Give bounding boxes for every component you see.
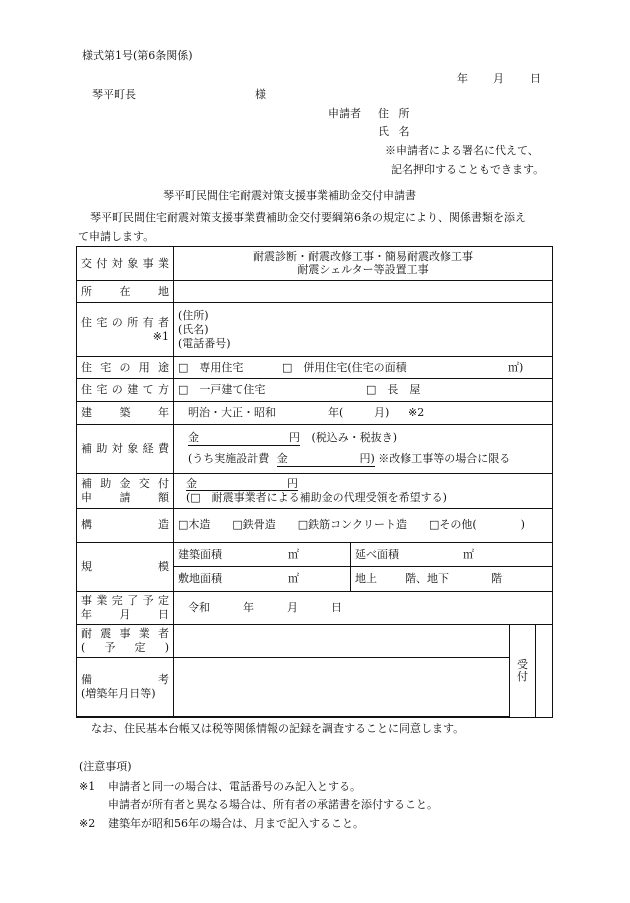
- usage-label: 住宅の用途: [81, 360, 169, 374]
- built-year-year: 年(: [328, 406, 344, 419]
- completion-label-line-2: 年 月 日: [81, 607, 169, 621]
- built-year-note: ※2: [408, 406, 425, 419]
- owner-address-label: (住所): [178, 309, 209, 323]
- completion-date-field[interactable]: 令和 年 月 日: [174, 592, 553, 625]
- contractor-field[interactable]: [174, 624, 510, 657]
- date-year-label: 年: [457, 72, 468, 85]
- building-type-row-house[interactable]: □ 長 屋: [366, 383, 421, 397]
- note-1-mark: ※1: [79, 780, 96, 793]
- eligible-cost-kin: 金: [188, 431, 199, 445]
- note-1-line-2: 申請者が所有者と異なる場合は、所有者の承諾書を添付すること。: [108, 798, 438, 811]
- row-contractor: [77, 624, 553, 657]
- addressee-honorific: 様: [255, 88, 266, 101]
- grant-kin: 金: [186, 476, 197, 490]
- building-type-detached[interactable]: □ 一戸建て住宅: [178, 383, 266, 397]
- owner-name-label: (氏名): [178, 322, 209, 336]
- notes-heading: (注意事項): [79, 760, 132, 773]
- note-2-mark: ※2: [79, 817, 96, 830]
- signature-note-line-1: ※申請者による署名に代えて、: [385, 144, 539, 157]
- design-cost-kin: 金: [276, 451, 288, 465]
- intro-text-line-2: て申請します。: [78, 230, 155, 243]
- built-year-era: 明治・大正・昭和: [188, 406, 276, 419]
- reception-stamp-area: [536, 624, 553, 717]
- site-area-unit: ㎡: [288, 572, 299, 586]
- owner-label: 住宅の所有者: [81, 315, 169, 329]
- intro-text-line-1: 琴平町民間住宅耐震対策支援事業費補助金交付要綱第6条の規定により、関係書類を添え: [90, 211, 526, 224]
- design-cost-amount-field[interactable]: [277, 452, 375, 467]
- floor-area-unit: ㎡: [463, 547, 474, 561]
- addressee-town: 琴平町長: [92, 88, 136, 101]
- built-year-label: 建 築 年: [81, 406, 169, 419]
- scale-label: 規 模: [81, 560, 169, 574]
- grant-label-line-1: 補助金交付: [81, 477, 169, 491]
- grant-yen: 円: [287, 476, 298, 490]
- built-year-month: 月): [374, 406, 390, 419]
- eligible-cost-tax: (税込み・税抜き): [311, 431, 398, 445]
- remarks-label-line-2: (増築年月日等): [81, 686, 156, 700]
- reception-label-cell: [510, 624, 536, 717]
- note-1-line-1: 申請者と同一の場合は、電話番号のみ記入とする。: [108, 780, 361, 793]
- target-project-line-2: 耐震シェルター等設置工事: [297, 263, 429, 277]
- location-label: 所 在 地: [81, 284, 169, 298]
- usage-option-combined[interactable]: □ 併用住宅(住宅の面積: [282, 360, 407, 374]
- date-month-label: 月: [493, 72, 504, 85]
- row-target-project: [77, 247, 553, 281]
- row-grant-amount: [77, 473, 553, 508]
- design-cost-prefix: (うち実施設計費: [188, 451, 270, 465]
- structure-label: 構 造: [81, 518, 169, 532]
- consent-statement: なお、住民基本台帳又は税等関係情報の記録を調査することに同意します。: [91, 722, 465, 735]
- design-cost-note: ※改修工事等の場合に限る: [378, 451, 511, 465]
- eligible-cost-label: 補助対象経費: [81, 441, 169, 455]
- row-built-year: [77, 402, 553, 425]
- applicant-label: 申請者: [328, 107, 361, 120]
- design-cost-yen: 円): [359, 451, 375, 465]
- form-number: 様式第1号(第6条関係): [82, 49, 193, 62]
- usage-option-dedicated[interactable]: □ 専用住宅: [178, 360, 244, 374]
- date-day-label: 日: [530, 72, 541, 85]
- completion-label-line-1: 事業完了予定: [81, 594, 169, 608]
- building-area-unit: ㎡: [288, 547, 299, 561]
- grant-label-line-2: 申 請 額: [81, 490, 169, 504]
- building-type-label: 住宅の建て方: [81, 383, 169, 397]
- floor-area-label: 延べ面積: [355, 547, 399, 561]
- floors-unit: 階: [491, 572, 502, 586]
- usage-area-unit: ㎡): [508, 360, 524, 374]
- owner-field[interactable]: [174, 303, 553, 356]
- row-scale-1: [77, 542, 553, 567]
- remarks-label-line-1: 備 考: [81, 673, 169, 687]
- row-completion-date: [77, 592, 553, 625]
- row-remarks: [77, 657, 553, 717]
- location-field[interactable]: [174, 280, 553, 303]
- eligible-cost-yen: 円: [289, 431, 300, 445]
- applicant-name-label: 氏 名: [378, 125, 413, 138]
- grant-amount-field[interactable]: [186, 477, 298, 492]
- structure-options[interactable]: □木造 □鉄骨造 □鉄筋コンクリート造 □その他( ): [174, 508, 553, 542]
- application-form-table: [76, 246, 553, 718]
- signature-note-line-2: 記名押印することもできます。: [391, 163, 545, 176]
- row-structure: [77, 508, 553, 542]
- row-eligible-cost: [77, 424, 553, 473]
- remarks-field[interactable]: [174, 657, 510, 717]
- applicant-address-label: 住 所: [378, 107, 413, 120]
- reception-label: 受付: [517, 657, 528, 683]
- grant-proxy-checkbox[interactable]: (□ 耐震事業者による補助金の代理受領を希望する): [186, 491, 447, 505]
- site-area-label: 敷地面積: [178, 572, 222, 586]
- eligible-cost-amount-field[interactable]: [188, 431, 300, 446]
- row-owner: [77, 303, 553, 356]
- row-location: [77, 280, 553, 303]
- owner-note-mark: ※1: [152, 329, 169, 343]
- row-usage: [77, 356, 553, 379]
- building-area-label: 建築面積: [178, 547, 222, 561]
- row-building-type: [77, 379, 553, 402]
- contractor-label-line-1: 耐震事業者: [81, 627, 169, 641]
- floors-above-label: 地上: [355, 572, 377, 586]
- contractor-label-line-2: ( 予 定 ): [81, 640, 169, 654]
- floors-below-label: 階、地下: [405, 572, 449, 586]
- owner-phone-label: (電話番号): [178, 336, 231, 350]
- document-title: 琴平町民間住宅耐震対策支援事業補助金交付申請書: [163, 189, 416, 202]
- note-2-line-1: 建築年が昭和56年の場合は、月まで記入すること。: [108, 817, 364, 830]
- target-project-line-1: 耐震診断・耐震改修工事・簡易耐震改修工事: [253, 249, 473, 263]
- target-project-label: 交付対象事業: [81, 256, 169, 270]
